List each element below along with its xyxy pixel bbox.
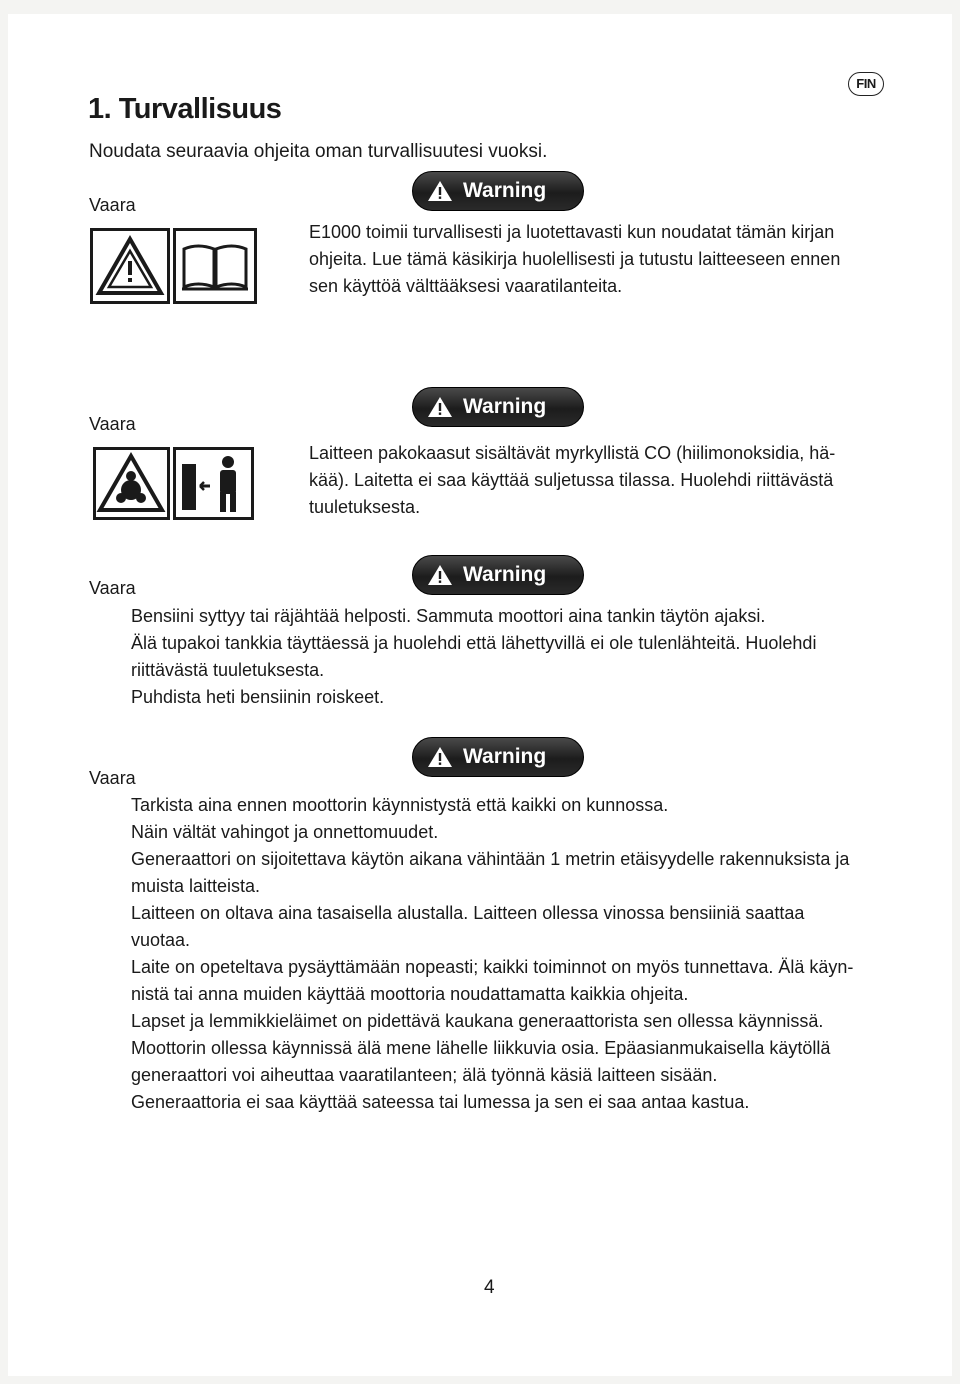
text-line: Laite on opeteltava pysäyttämään nopeasti; kaikki toiminnot on myös tunnettava. Älä käyn- [131, 957, 854, 977]
section-4-label: Vaara [89, 768, 136, 788]
section-1-label: Vaara [89, 195, 136, 215]
warning-badge-label: Warning [463, 179, 547, 202]
text-line: vuotaa. [131, 930, 191, 950]
section-2-text [309, 440, 909, 521]
warning-triangle-icon [427, 563, 453, 587]
text-line: Tarkista aina ennen moottorin käynnistystä että kaikki on kunnossa. [131, 795, 669, 815]
warning-badge-label: Warning [463, 395, 547, 418]
text-line: Generaattoria ei saa käyttää sateessa tai lumessa ja sen ei saa antaa kastua. [131, 1092, 750, 1112]
section-4-warning-badge [412, 737, 584, 777]
text-line: Älä tupakoi tankkia täyttäessä ja huolehdi että lähettyvillä ei ole tulenlähteitä. Huolehdi [131, 633, 817, 653]
text-line: Moottorin ollessa käynnissä älä mene lähelle liikkuvia osia. Epäasianmukaisella käytöllä [131, 1038, 831, 1058]
text-line: kää). Laitetta ei saa käyttää suljetussa tilassa. Huolehdi riittävästä [309, 470, 834, 490]
text-line: Puhdista heti bensiinin roiskeet. [131, 687, 385, 707]
text-line: sen käyttöä välttääksesi vaaratilanteita. [309, 276, 623, 296]
warning-triangle-icon [90, 228, 170, 304]
section-3-label: Vaara [89, 578, 136, 598]
text-line: Laitteen pakokaasut sisältävät myrkyllistä CO (hiilimonoksidia, hä- [309, 443, 836, 463]
text-line: Bensiini syttyy tai räjähtää helposti. Sammuta moottori aina tankin täytön ajaksi. [131, 606, 766, 626]
text-line: Laitteen on oltava aina tasaisella alustalla. Laitteen ollessa vinossa bensiiniä saattaa [131, 903, 805, 923]
intro-text: Noudata seuraavia ohjeita oman turvallisuutesi vuoksi. [89, 141, 548, 162]
section-2-label: Vaara [89, 414, 136, 434]
text-line: tuuletuksesta. [309, 497, 421, 517]
text-line: generaattori voi aiheuttaa vaaratilanteen; älä työnnä käsiä laitteen sisään. [131, 1065, 718, 1085]
warning-triangle-icon [427, 745, 453, 769]
manual-book-icon [173, 228, 257, 304]
section-3-warning-badge [412, 555, 584, 595]
text-line: E1000 toimii turvallisesti ja luotettavasti kun noudatat tämän kirjan [309, 222, 835, 242]
text-line: Lapset ja lemmikkieläimet on pidettävä kaukana generaattorista sen ollessa käynnissä. [131, 1011, 824, 1031]
section-1-text [309, 219, 909, 300]
language-badge: FIN [848, 72, 884, 96]
text-line: nistä tai anna muiden käyttää moottoria noudattamatta kaikkia ohjeita. [131, 984, 689, 1004]
text-line: Generaattori on sijoitettava käytön aikana vähintään 1 metrin etäisyydelle rakennuksista ja [131, 849, 850, 869]
warning-badge-label: Warning [463, 745, 547, 768]
page-title: 1. Turvallisuus [88, 93, 282, 125]
warning-badge-label: Warning [463, 563, 547, 586]
exhaust-hazard-icon [93, 447, 170, 520]
text-line: ohjeita. Lue tämä käsikirja huolellisesti ja tutustu laitteeseen ennen [309, 249, 841, 269]
text-line: riittävästä tuuletuksesta. [131, 660, 325, 680]
ventilation-person-icon [173, 447, 254, 520]
page-number: 4 [484, 1277, 495, 1298]
section-2-warning-badge [412, 387, 584, 427]
warning-triangle-icon [427, 395, 453, 419]
text-line: muista laitteista. [131, 876, 261, 896]
section-1-warning-badge [412, 171, 584, 211]
section-4-text [131, 792, 921, 1116]
text-line: Näin vältät vahingot ja onnettomuudet. [131, 822, 439, 842]
warning-triangle-icon [427, 179, 453, 203]
section-3-text [131, 603, 921, 711]
